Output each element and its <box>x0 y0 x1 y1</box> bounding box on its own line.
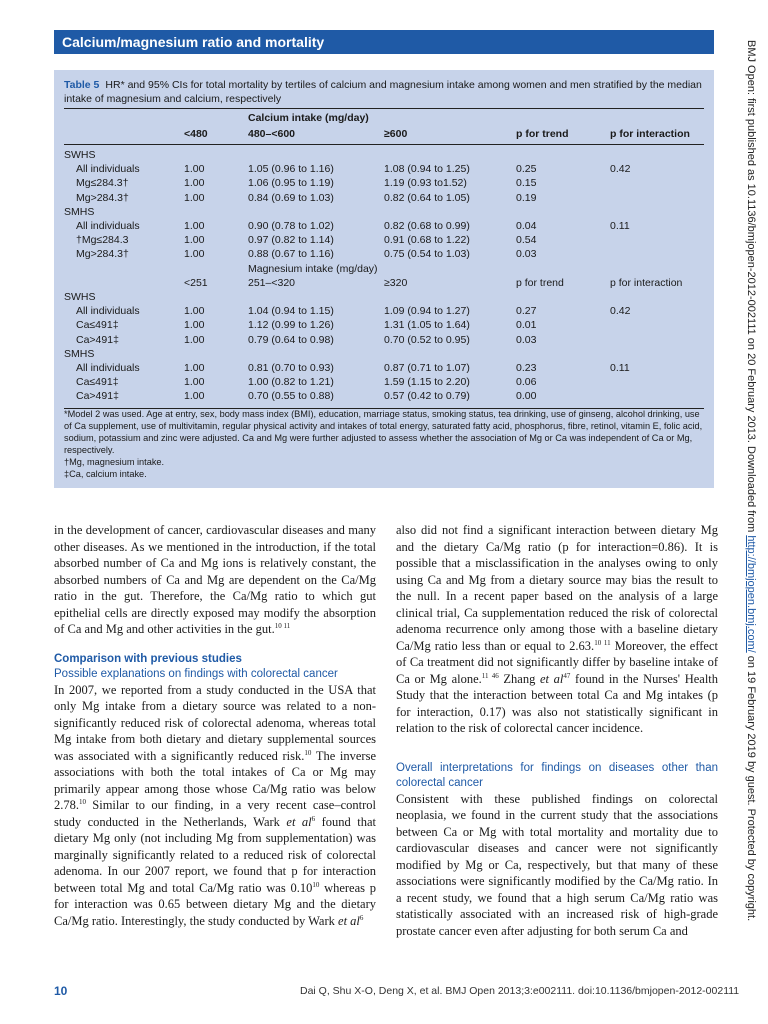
table-rule <box>64 108 704 109</box>
reference: 47 <box>563 671 571 680</box>
table-cell: 0.42 <box>610 163 631 176</box>
table-cell: Mg>284.3† <box>76 191 129 204</box>
table-cell: p for trend <box>516 128 569 140</box>
table-cell: 1.00 <box>184 177 205 190</box>
reference: 6 <box>311 814 316 823</box>
table-cell: 0.57 (0.42 to 0.79) <box>384 390 470 403</box>
table-cell: 1.00 <box>184 191 205 204</box>
table-cell: Calcium intake (mg/day) <box>248 112 369 124</box>
table-cell: All individuals <box>76 220 140 232</box>
table-cell: 0.04 <box>516 220 537 232</box>
table-cell: 0.90 (0.78 to 1.02) <box>248 220 334 232</box>
table-cell: 1.31 (1.05 to 1.64) <box>384 319 470 332</box>
table-cell: 0.06 <box>516 376 537 389</box>
text-run: Zhang <box>498 671 540 686</box>
table-cell: 0.27 <box>516 305 537 318</box>
reference: 6 <box>359 913 364 922</box>
table-cell: 1.00 <box>184 248 205 261</box>
table-cell: 1.00 <box>184 376 205 389</box>
reference: 10 11 <box>594 638 611 647</box>
italic-text: et al <box>540 671 564 686</box>
table-cell: Mg>284.3† <box>76 248 129 261</box>
table-cell: 0.97 (0.82 to 1.14) <box>248 234 334 247</box>
table-cell: SWHS <box>64 149 96 161</box>
table-cell: 1.00 <box>184 319 205 332</box>
reference: 10 <box>312 880 320 889</box>
table-rule <box>64 144 704 145</box>
table-cell: 0.11 <box>610 362 630 374</box>
table-cell: ≥320 <box>384 276 408 289</box>
table-note: †Mg, magnesium intake. <box>64 457 165 467</box>
paragraph <box>54 682 376 930</box>
table-note: ‡Ca, calcium intake. <box>64 469 147 479</box>
table-caption <box>64 78 704 106</box>
italic-text: et al <box>286 814 312 829</box>
table-cell: 0.00 <box>516 390 537 403</box>
table-cell: All individuals <box>76 305 140 318</box>
table-cell: 0.79 (0.64 to 0.98) <box>248 333 334 346</box>
section-title: Calcium/magnesium ratio and mortality <box>62 34 325 50</box>
table-cell: 0.54 <box>516 234 537 247</box>
table-cell: 0.01 <box>516 319 537 332</box>
text-run: Moreover, the effect of Ca treatment did not significantly differ by baseline intake of Ca or Mg alone. <box>396 638 719 686</box>
paragraph: Consistent with these published findings on colorectal neoplasia, we found in the current study that the associations between Ca or Mg with total mortality and mortality due to cardiovascular diseases and cancer were not significantly modified by Mg or Ca, respectively, but that many of these associations were significantly modified by the Ca/Mg ratio. In a recent study, we found that a high serum Ca/Mg ratio was statistically associated with an increased risk of high-grade prostate cancer even after adjusting for both serum Ca and <box>396 791 718 938</box>
paragraph: in the development of cancer, cardiovascular diseases and many other diseases. As we mentioned in the introduction, if the total absorbed number of Ca and Mg ions is relatively constant, the absorbed numbers of Ca and Mg are dependent on the Ca/Mg ratio in the gut. Therefore, the Ca/Mg ratio to which gut epithelial cells are directly exposed may modify the absorption of Ca and Mg and other activities in the gut.$^{10 11}$ <box>54 523 376 636</box>
italic-text: et al <box>338 913 360 928</box>
table-cell: SMHS <box>64 205 95 218</box>
table-cell: Ca≤491‡ <box>76 376 119 389</box>
table-cell: 480–<600 <box>248 128 296 140</box>
table-notes <box>64 408 704 480</box>
table-cell: ≥600 <box>384 128 408 140</box>
table-cell: 0.75 (0.54 to 1.03) <box>384 248 470 261</box>
table-cell: All individuals <box>76 362 140 374</box>
table-cell: <251 <box>184 276 208 289</box>
table-cell: 1.06 (0.95 to 1.19) <box>248 177 334 190</box>
table-cell: 1.00 (0.82 to 1.21) <box>248 376 334 389</box>
table-cell: Mg≤284.3† <box>76 177 129 190</box>
paragraph <box>396 522 718 737</box>
table-cell: †Mg≤284.3 <box>76 234 129 247</box>
table-cell: 1.19 (0.93 to1.52) <box>384 177 467 190</box>
table-cell: 0.25 <box>516 163 537 176</box>
table-cell: Ca>491‡ <box>76 390 119 403</box>
reference: 10 <box>304 748 312 757</box>
table-cell: All individuals <box>76 163 140 176</box>
table-cell: 251–<320 <box>248 276 296 289</box>
subsection-heading: Possible explanations on findings with colorectal cancer <box>54 667 338 680</box>
text-run: whereas p for interaction was 0.65 between dietary Mg and the dietary Ca/Mg ratio. Interestingly, the study conducted by Wark <box>54 880 376 928</box>
table-cell: 1.08 (0.94 to 1.25) <box>384 163 470 176</box>
reference: 11 46 <box>481 671 499 680</box>
table-cell: p for trend <box>516 276 564 289</box>
table-cell: 0.91 (0.68 to 1.22) <box>384 234 470 247</box>
table-caption-text: HR* and 95% CIs for total mortality by tertiles of calcium and magnesium intake among women and men stratified by the median intake of magnesium and calcium, respectively <box>64 79 702 105</box>
section-heading: Comparison with previous studies <box>54 652 242 665</box>
table-cell: 1.12 (0.99 to 1.26) <box>248 319 334 332</box>
table-cell: 0.03 <box>516 333 537 346</box>
reference: 10 <box>79 797 86 806</box>
table-cell: 1.00 <box>184 234 205 247</box>
table-cell: 1.00 <box>184 220 205 232</box>
table-cell: 0.23 <box>516 362 537 374</box>
text-run: found that dietary Mg only (not including Mg from supplementation) was marginally significantly related to a reduced risk of colorectal adenoma. In our 2007 report, we found that p for interaction between total Mg and total Ca/Mg ratio was 0.10 <box>54 814 376 895</box>
header-bar <box>54 30 714 54</box>
table-cell: 1.00 <box>184 163 205 176</box>
text-run: found in the Nurses' Health Study that the interaction between total Ca and Mg intakes (p for interaction, 0.17) was also not statistically significant in relation to the risk of colorectal cancer incidence. <box>396 671 719 735</box>
table-cell: 1.05 (0.96 to 1.16) <box>248 163 334 176</box>
body-column-left <box>54 522 376 929</box>
table-cell: 0.70 (0.55 to 0.88) <box>248 390 334 403</box>
journal-link[interactable]: http://bmjopen.bmj.com/ <box>745 535 757 653</box>
table-cell: Ca≤491‡ <box>76 319 119 332</box>
table-cell: 1.59 (1.15 to 2.20) <box>384 376 470 389</box>
download-notice: BMJ Open: first published as 10.1136/bmjopen-2012-002111 on 20 February 2013. Downloaded from http://bmjopen.bmj.com/ on 19 February 2019 by guest. Protected by copyright. <box>745 40 757 922</box>
citation-footer: Dai Q, Shu X-O, Deng X, et al. BMJ Open 2013;3:e002111. doi:10.1136/bmjopen-2012-002111 <box>300 985 740 997</box>
table-cell: 1.00 <box>184 390 205 403</box>
table-cell: 0.42 <box>610 305 631 318</box>
table-cell: SMHS <box>64 347 95 360</box>
table-5 <box>54 70 714 488</box>
table-cell: <480 <box>184 128 208 140</box>
table-cell: 1.04 (0.94 to 1.15) <box>248 305 334 318</box>
table-cell: 0.11 <box>610 220 630 232</box>
table-cell: 0.15 <box>516 177 537 190</box>
table-cell: Ca>491‡ <box>76 333 119 346</box>
table-cell: 0.03 <box>516 248 537 261</box>
subsection-heading: Overall interpretations for findings on diseases other than colorectal cancer <box>396 761 718 789</box>
table-cell: 0.82 (0.64 to 1.05) <box>384 191 470 204</box>
page-number: 10 <box>54 984 68 998</box>
table-cell: 1.00 <box>184 305 205 318</box>
text-run: The inverse associations with both the total intakes of Ca or Mg may primarily appear among those whose Ca/Mg ratio was below 2.78. <box>54 748 376 812</box>
table-note: *Model 2 was used. Age at entry, sex, body mass index (BMI), education, marriage status, smoking status, tea drinking, use of ginseng, alcohol drinking, use of Ca supplement, use of multivitamin, regular physical activity and intakes of total energy, saturated fatty acid, phosphorus, fibre, retinol, vitamin E, folic acid, sodium, potassium and zinc were adjusted. Ca and Mg were further adjusted to assess whether the association of Mg or Ca was independent of Ca or Mg, respectively. <box>64 409 703 455</box>
reference: 10 11 <box>274 621 291 630</box>
table-cell: 0.81 (0.70 to 0.93) <box>248 362 334 374</box>
table-cell: 0.19 <box>516 191 537 204</box>
table-cell: 0.88 (0.67 to 1.16) <box>248 248 334 261</box>
text-run: Similar to our finding, in a very recent case–control study conducted in the Netherlands, Wark <box>54 798 376 829</box>
table-cell: 1.00 <box>184 362 205 374</box>
table-cell: p for interaction <box>610 128 690 140</box>
body-column-right <box>396 522 718 939</box>
table-cell: 0.84 (0.69 to 1.03) <box>248 191 334 204</box>
table-cell: p for interaction <box>610 276 683 289</box>
table-label: Table 5 <box>64 79 100 91</box>
text-run: In 2007, we reported from a study conducted in the USA that only Mg intake from a dietary source was related to a non-significantly reduced risk of colorectal adenoma, whereas total Mg intake from both dietary and dietary supplemental sources was associated with a significantly reduced risk. <box>54 682 376 763</box>
text-run: also did not find a significant interaction between dietary Mg and the dietary Ca/Mg ratio (p for interaction=0.86). It is possible that a misclassification in the analyses owing to only using Ca and Mg from a dietary source may bias the result to the null. In a recent paper based on the analysis of a large clinical trial, Ca supplementation reduced the risk of colorectal adenoma recurrence only among those with a baseline dietary Ca/Mg ratio less than or equal to 2.63. <box>396 523 718 653</box>
table-cell: SWHS <box>64 291 96 303</box>
table-cell: Magnesium intake (mg/day) <box>248 262 378 275</box>
table-cell: 0.87 (0.71 to 1.07) <box>384 362 470 374</box>
table-cell: 1.00 <box>184 333 205 346</box>
side-banner <box>745 40 764 980</box>
table-cell: 0.82 (0.68 to 0.99) <box>384 220 470 232</box>
table-cell: 1.09 (0.94 to 1.27) <box>384 305 470 318</box>
table-cell: 0.70 (0.52 to 0.95) <box>384 333 470 346</box>
